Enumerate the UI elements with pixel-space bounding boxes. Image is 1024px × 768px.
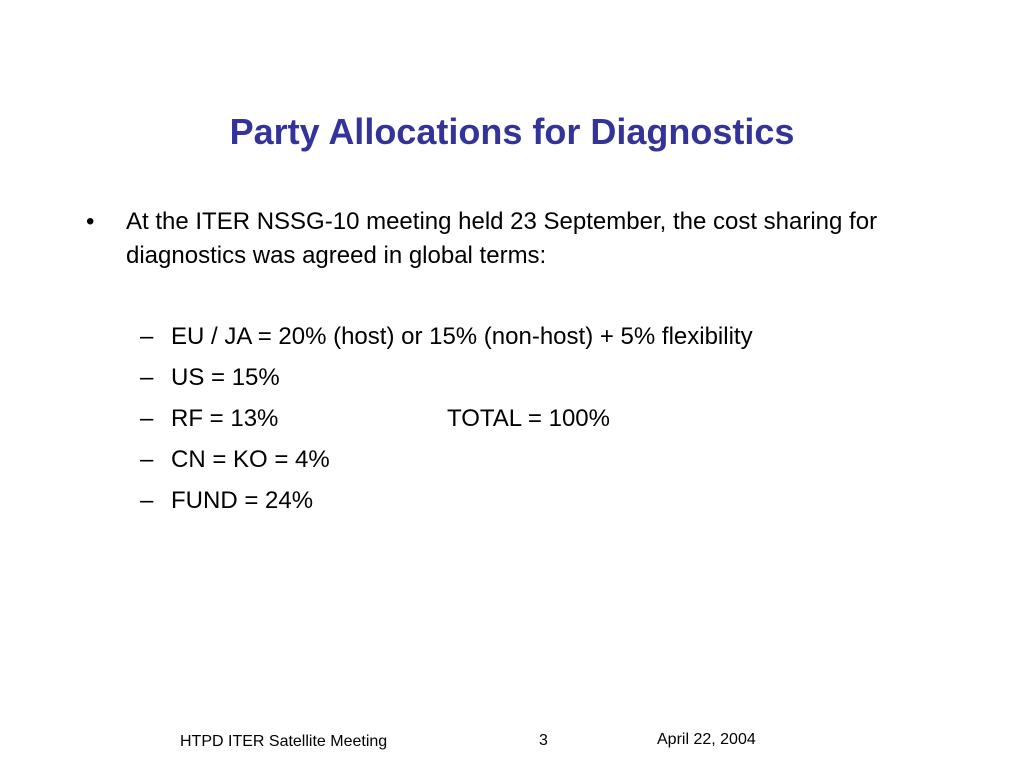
sub-bullet-cn-ko <box>140 444 920 485</box>
footer-date: April 22, 2004 <box>657 731 756 748</box>
sub-bullet-text: FUND = 24% <box>171 487 314 514</box>
sub-bullet-text: EU / JA = 20% (host) or 15% (non-host) + 5% flexibility <box>171 323 753 350</box>
dash-marker: – <box>140 487 154 514</box>
sub-bullet-text: RF = 13% <box>171 405 279 432</box>
dash-marker: – <box>140 446 154 473</box>
dash-marker: – <box>140 405 154 432</box>
sub-bullet-list <box>140 321 920 526</box>
bullet-marker: • <box>86 208 95 235</box>
footer-page-number: 3 <box>539 732 548 749</box>
sub-bullet-text: CN = KO = 4% <box>171 446 330 473</box>
sub-bullet-rf <box>140 403 920 444</box>
dash-marker: – <box>140 364 154 391</box>
main-bullet-text: At the ITER NSSG-10 meeting held 23 September, the cost sharing for diagnostics was agreed in global terms: <box>126 208 878 269</box>
total-label: TOTAL = 100% <box>447 405 610 432</box>
footer-meeting-name: HTPD ITER Satellite Meeting <box>180 733 388 750</box>
sub-bullet-fund <box>140 485 920 526</box>
dash-marker: – <box>140 323 154 350</box>
sub-bullet-us <box>140 362 920 403</box>
slide-title: Party Allocations for Diagnostics <box>229 111 795 152</box>
sub-bullet-eu-ja <box>140 321 920 362</box>
sub-bullet-text: US = 15% <box>171 364 280 391</box>
